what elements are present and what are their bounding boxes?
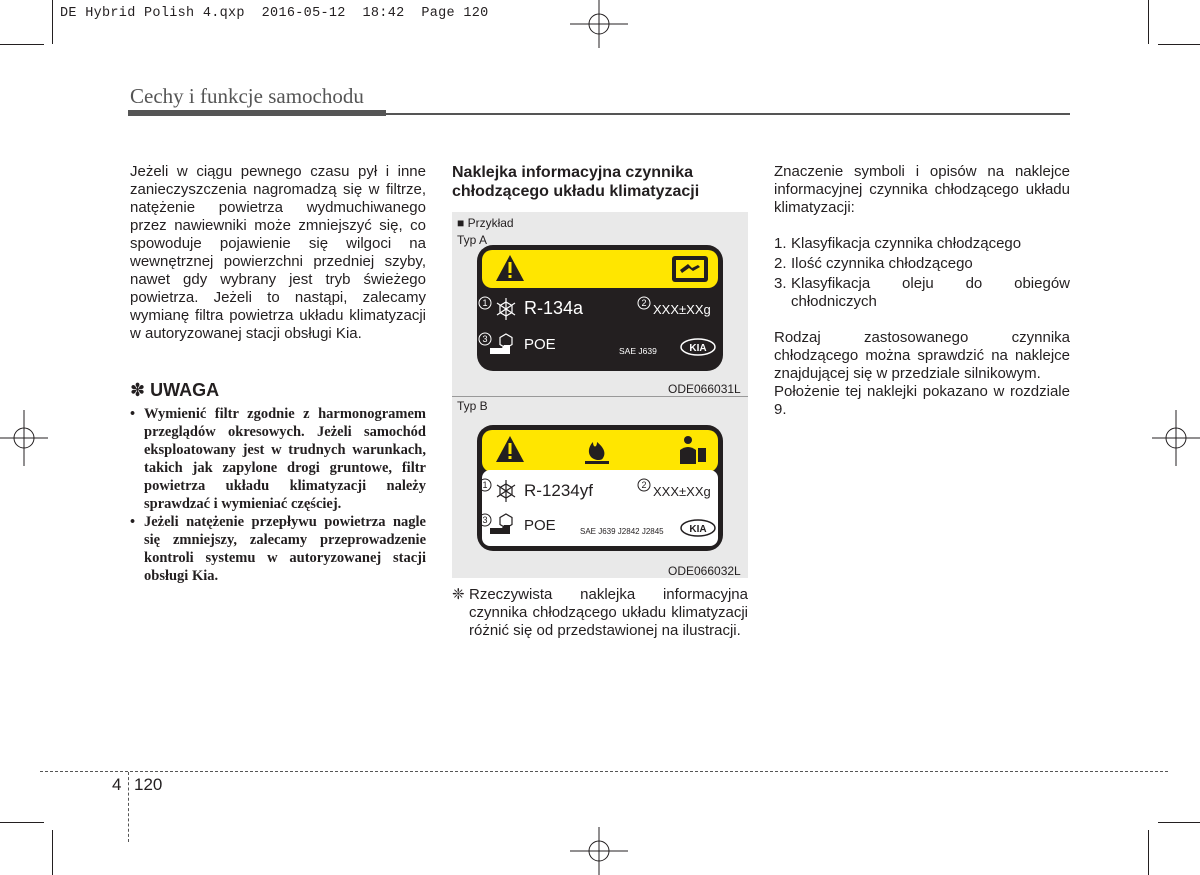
svg-text:KIA: KIA (689, 343, 707, 354)
caution-title: ✽ UWAGA (130, 380, 220, 400)
type-a-oil: POE (524, 336, 556, 353)
caution-list (130, 405, 426, 585)
title-rule (128, 110, 386, 116)
marker-1: 1 (482, 480, 488, 490)
print-date: 2016-05-12 (261, 6, 346, 21)
type-b-standard: SAE J639 J2842 J2845 (580, 527, 664, 536)
section-title: Cechy i funkcje samochodu (130, 84, 364, 108)
type-b-label: Typ B (457, 399, 488, 413)
svg-text:KIA: KIA (689, 524, 707, 535)
chapter-number: 4 (112, 775, 122, 794)
type-b-oil: POE (524, 517, 556, 534)
type-b-quantity: XXX±XXg (653, 484, 711, 499)
type-b-code: ODE066032L (668, 564, 741, 578)
page-number: 120 (134, 775, 163, 794)
title-rule-thin (386, 113, 1070, 115)
marker-1: 1 (482, 298, 488, 308)
footer-divider (128, 772, 129, 842)
marker-2: 2 (641, 298, 647, 308)
symbols-intro: Znaczenie symboli i opisów na naklejce informacyjnej czynnika chłodzącego układu klimatyzacji: (774, 163, 1070, 216)
type-b-sticker (476, 424, 724, 552)
print-page: Page 120 (421, 6, 489, 21)
type-b-refrigerant: R-1234yf (524, 481, 593, 500)
service-manual-icon (672, 256, 708, 282)
caution-item: • Jeżeli natężenie przepływu powietrza nagle się zmniejszy, zalecamy przeprowadzenie kontroli systemu w autoryzowanej stacji obsługi Kia. (130, 514, 426, 584)
type-a-quantity: XXX±XXg (653, 302, 711, 317)
list-item: 1. Klasyfikacja czynnika chłodzącego (774, 235, 1022, 252)
label-location-paragraph: Położenie tej naklejki pokazano w rozdziale 9. (774, 383, 1070, 418)
symbols-list (774, 235, 1070, 311)
marker-2: 2 (641, 480, 647, 490)
example-label: ■ Przykład (457, 216, 514, 230)
print-time: 18:42 (362, 6, 405, 21)
marker-3: 3 (482, 334, 488, 344)
left-paragraph (130, 163, 426, 343)
type-a-label: Typ A (457, 233, 488, 247)
type-a-standard: SAE J639 (619, 346, 657, 356)
label-footnote (452, 586, 748, 640)
footer-rule (40, 771, 1168, 772)
type-a-sticker (476, 244, 724, 372)
type-a-code: ODE066031L (668, 382, 741, 396)
refrigerant-check-paragraph: Rodzaj zastosowanego czynnika chłodzącego można sprawdzić na naklejce znajdującej się w przedziale silnikowym. (774, 329, 1070, 382)
print-file: DE Hybrid Polish 4.qxp (60, 6, 245, 21)
type-a-refrigerant: R-134a (524, 298, 584, 318)
footnote-symbol: ❈ (452, 586, 465, 603)
footnote-text: Rzeczywista naklejka informacyjna czynnika chłodzącego układu klimatyzacji różnić się od przedstawionej na ilustracji. (469, 586, 748, 639)
figure-divider (452, 396, 748, 397)
marker-3: 3 (482, 515, 488, 525)
refrigerant-label-heading: Naklejka informacyjna czynnika chłodzącego układu klimatyzacji (452, 164, 700, 200)
list-item: 3. Klasyfikacja oleju do obiegów chłodniczych (774, 275, 1070, 310)
caution-item: • Wymienić filtr zgodnie z harmonogramem przeglądów okresowych. Jeżeli samochód eksploatowany jest w trudnych warunkach, takich jak zapylone drogi gruntowe, filtr powietrza układu klimatyzacji należy sprawdzać i wymieniać częściej. (130, 406, 426, 512)
list-item: 2. Ilość czynnika chłodzącego (774, 255, 973, 272)
filter-paragraph: Jeżeli w ciągu pewnego czasu pył i inne zanieczyszczenia nagromadzą się w filtrze, natężenie powietrza wydmuchiwanego przez nawiewniki może zmniejszyć się, co spowoduje pojawienie się wilgoci na wewnętrznej powierzchni przedniej szyby, nawet gdy wybrany jest tryb świeżego powietrza. Jeżeli to nastąpi, zalecamy wymianę filtra powietrza układu klimatyzacji w autoryzowanej stacji obsługi Kia. (130, 163, 426, 342)
right-column (774, 163, 1070, 419)
